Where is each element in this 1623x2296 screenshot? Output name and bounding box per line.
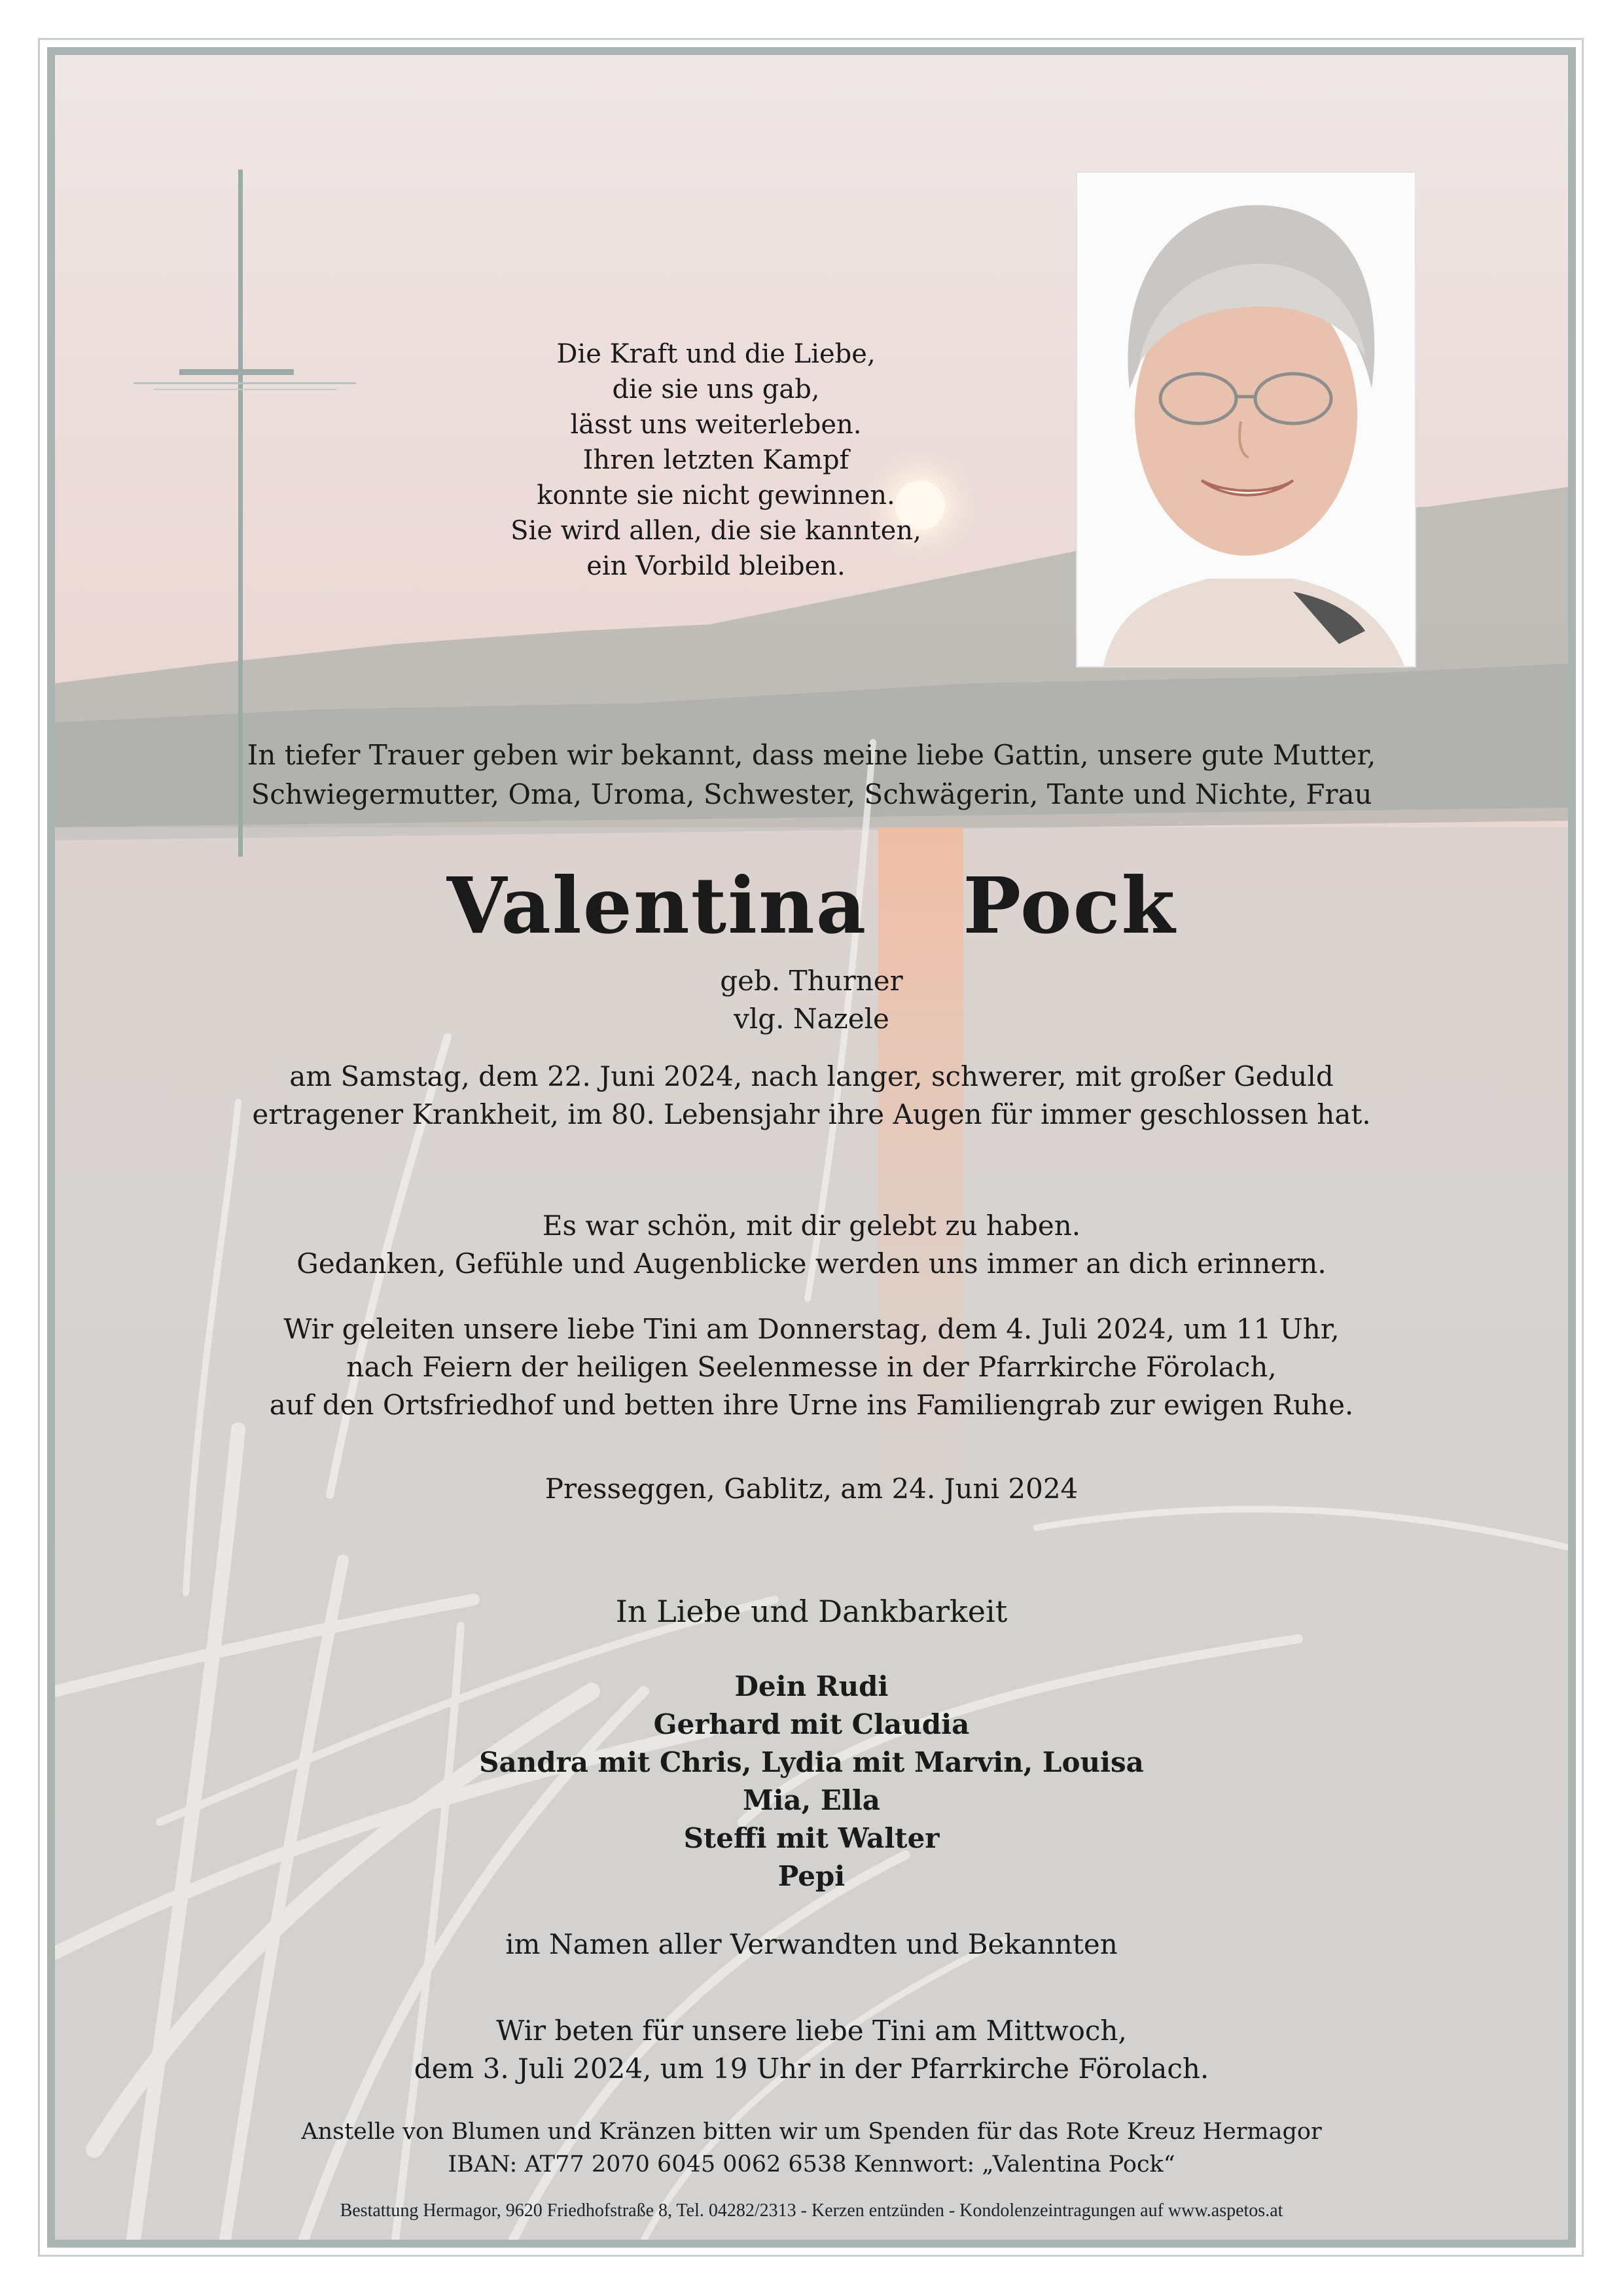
intro-line: Schwiegermutter, Oma, Uroma, Schwester, Schwägerin, Tante und Nichte, Frau: [251, 778, 1372, 810]
death-line: am Samstag, dem 22. Juni 2024, nach langer, schwerer, mit großer Geduld: [289, 1060, 1334, 1092]
family-member: Steffi mit Walter: [683, 1822, 940, 1854]
poem-line: Die Kraft und die Liebe,: [556, 339, 876, 369]
poem-line: konnte sie nicht gewinnen.: [537, 480, 895, 511]
family-member: Sandra mit Chris, Lydia mit Marvin, Louisa: [479, 1746, 1144, 1778]
gratitude-heading: In Liebe und Dankbarkeit: [615, 1594, 1008, 1629]
death-line: ertragener Krankheit, im 80. Lebensjahr ihre Augen für immer geschlossen hat.: [252, 1098, 1371, 1130]
funeral-line: Wir geleiten unsere liebe Tini am Donnerstag, dem 4. Juli 2024, um 11 Uhr,: [283, 1313, 1340, 1345]
prayer-details: [55, 2012, 1568, 2088]
memorial-poem: [382, 336, 1050, 584]
maiden-name: geb. Thurner: [720, 965, 903, 997]
poem-line: ein Vorbild bleiben.: [586, 551, 846, 581]
family-member: Dein Rudi: [734, 1670, 889, 1702]
intro-line: In tiefer Trauer geben wir bekannt, dass meine liebe Gattin, unsere gute Mutter,: [247, 739, 1376, 771]
poem-line: Ihren letzten Kampf: [582, 445, 849, 475]
family-list: [55, 1668, 1568, 1895]
funeral-line: auf den Ortsfriedhof und betten ihre Urne ins Familiengrab zur ewigen Ruhe.: [269, 1389, 1354, 1421]
prayer-line: Wir beten für unsere liebe Tini am Mittwoch,: [496, 2015, 1127, 2047]
donation-line: Anstelle von Blumen und Kränzen bitten wir um Spenden für das Rote Kreuz Hermagor: [301, 2119, 1322, 2145]
relatives-note: im Namen aller Verwandten und Bekannten: [505, 1928, 1118, 1960]
family-member: Gerhard mit Claudia: [653, 1708, 970, 1740]
notice-card: [47, 47, 1576, 2248]
poem-line: Sie wird allen, die sie kannten,: [510, 516, 921, 546]
funeral-line: nach Feiern der heiligen Seelenmesse in der Pfarrkirche Förolach,: [346, 1351, 1277, 1383]
place-and-date: Presseggen, Gablitz, am 24. Juni 2024: [544, 1473, 1079, 1505]
prayer-line: dem 3. Juli 2024, um 19 Uhr in der Pfarrkirche Förolach.: [414, 2053, 1209, 2085]
deceased-name: Valentina Pock: [446, 860, 1177, 951]
portrait-image: [1077, 173, 1415, 666]
donation-iban: IBAN: AT77 2070 6045 0062 6538 Kennwort: „Valentina Pock“: [448, 2151, 1175, 2178]
funeral-home-footer: Bestattung Hermagor, 9620 Friedhofstraße 8, Tel. 04282/2313 - Kerzen entzünden - Kondolenzeintragungen auf www.aspetos.at: [340, 2200, 1283, 2221]
quote-line: Gedanken, Gefühle und Augenblicke werden uns immer an dich erinnern.: [296, 1247, 1327, 1280]
death-notice: [55, 1058, 1568, 1134]
vulgo-name: vlg. Nazele: [734, 1003, 889, 1035]
quote-line: Es war schön, mit dir gelebt zu haben.: [542, 1210, 1081, 1242]
family-member: Mia, Ella: [742, 1784, 881, 1816]
poem-line: die sie uns gab,: [612, 374, 820, 404]
poem-line: lässt uns weiterleben.: [570, 410, 862, 440]
funeral-details: [55, 1310, 1568, 1424]
family-member: Pepi: [777, 1860, 846, 1892]
deceased-details: [55, 962, 1568, 1038]
announcement-intro: [55, 736, 1568, 814]
farewell-quote: [55, 1207, 1568, 1283]
donation-request: [55, 2115, 1568, 2181]
portrait-photo: [1076, 171, 1416, 668]
